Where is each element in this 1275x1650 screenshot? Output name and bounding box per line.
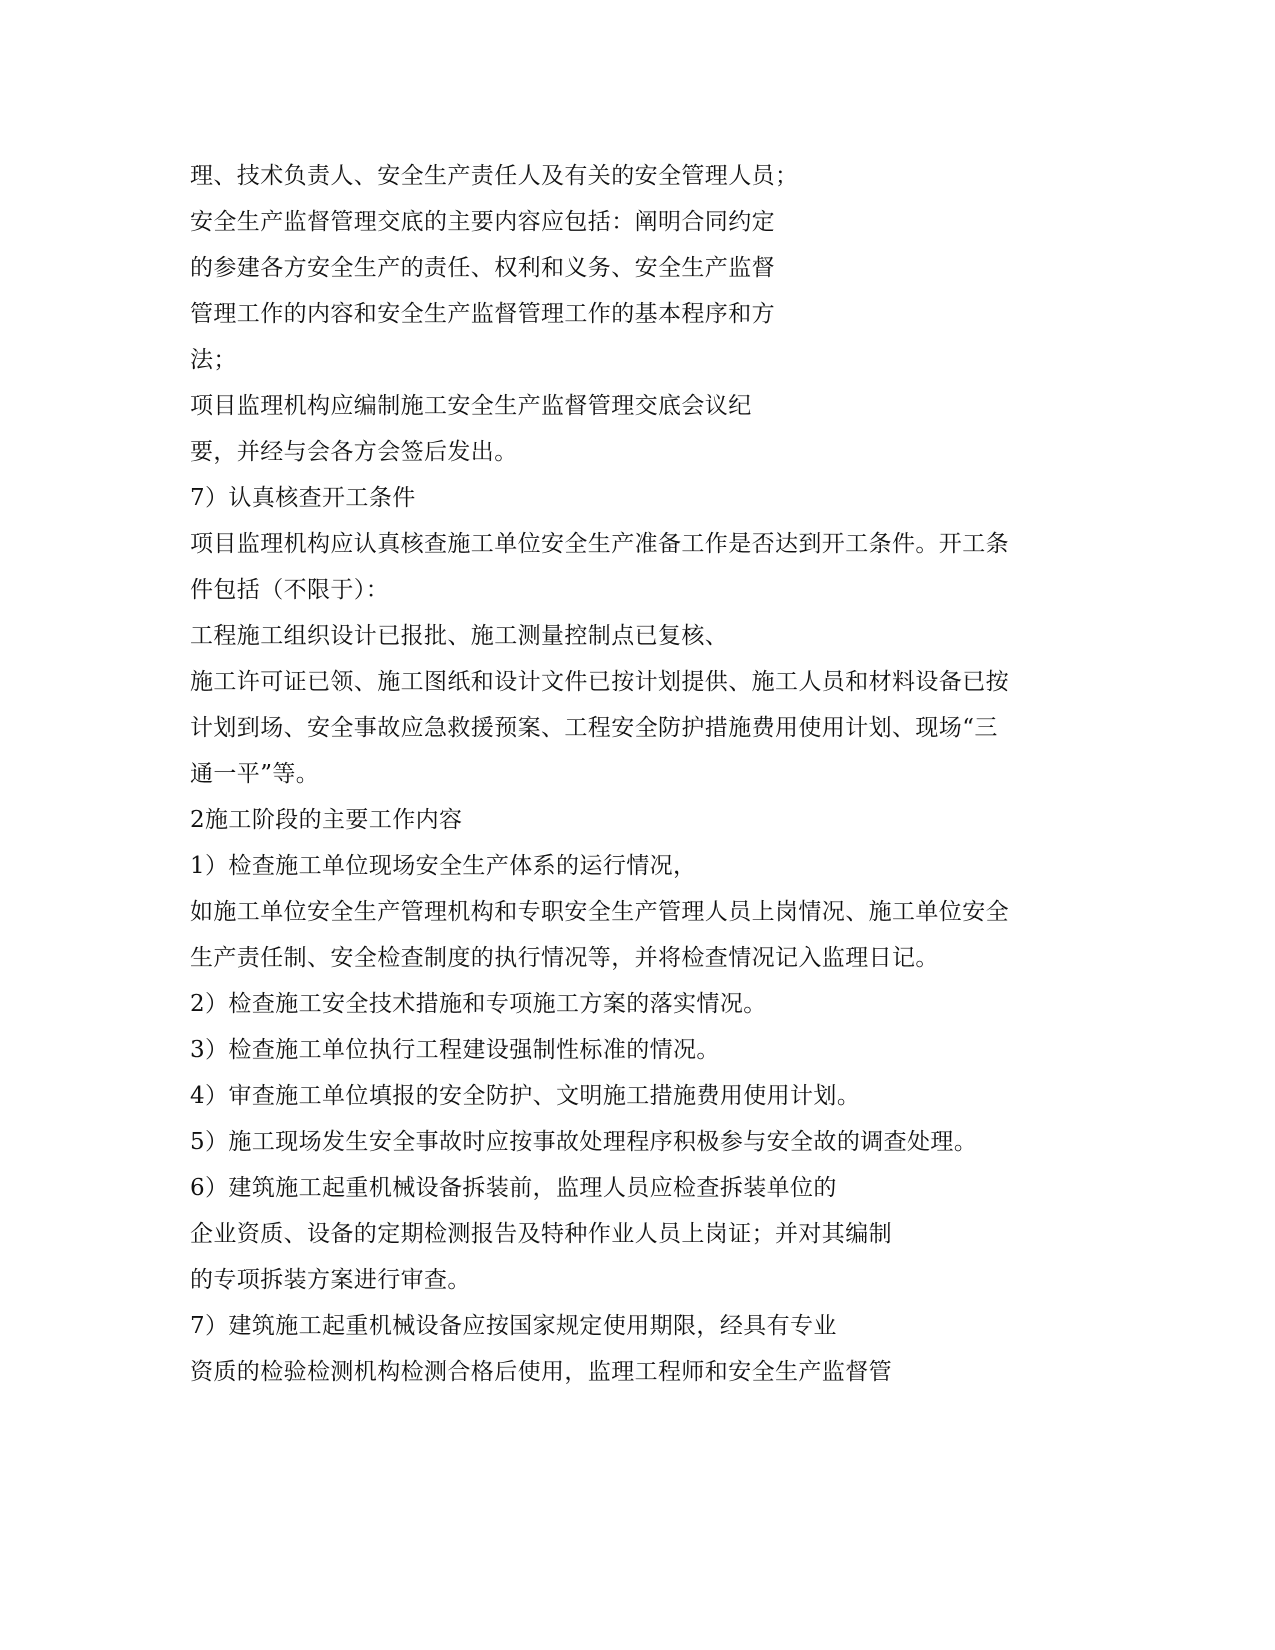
text-line: 通一平”等。 xyxy=(190,761,320,787)
text-line: 计划到场、安全事故应急救援预案、工程安全防护措施费用使用计划、现场“三 xyxy=(190,715,998,741)
list-item: 7）建筑施工起重机械设备应按国家规定使用期限，经具有专业 xyxy=(190,1313,837,1339)
text-line: 要，并经与会各方会签后发出。 xyxy=(190,439,518,465)
text-line: 管理工作的内容和安全生产监督管理工作的基本程序和方 xyxy=(190,301,775,327)
text-line: 件包括（不限于）： xyxy=(190,577,390,603)
text-line: 如施工单位安全生产管理机构和专职安全生产管理人员上岗情况、施工单位安全 xyxy=(190,899,1009,925)
text-line: 生产责任制、安全检查制度的执行情况等，并将检查情况记入监理日记。 xyxy=(190,945,939,971)
text-line: 的参建各方安全生产的责任、权利和义务、安全生产监督 xyxy=(190,255,775,281)
text-line: 项目监理机构应认真核查施工单位安全生产准备工作是否达到开工条件。开工条 xyxy=(190,531,1009,557)
list-item: 1）检查施工单位现场安全生产体系的运行情况， xyxy=(190,853,697,879)
list-item: 3）检查施工单位执行工程建设强制性标准的情况。 xyxy=(190,1037,720,1063)
text-line: 资质的检验检测机构检测合格后使用，监理工程师和安全生产监督管 xyxy=(190,1359,892,1385)
text-line: 施工许可证已领、施工图纸和设计文件已按计划提供、施工人员和材料设备已按 xyxy=(190,669,1009,695)
text-line: 的专项拆装方案进行审查。 xyxy=(190,1267,471,1293)
text-line: 项目监理机构应编制施工安全生产监督管理交底会议纪 xyxy=(190,393,752,419)
text-line: 法； xyxy=(190,347,237,373)
list-item: 5）施工现场发生安全事故时应按事故处理程序积极参与安全故的调查处理。 xyxy=(190,1129,978,1155)
list-item: 6）建筑施工起重机械设备拆装前，监理人员应检查拆装单位的 xyxy=(190,1175,837,1201)
section-heading: 2施工阶段的主要工作内容 xyxy=(190,807,463,833)
text-line: 安全生产监督管理交底的主要内容应包括：阐明合同约定 xyxy=(190,209,775,235)
text-line: 理、技术负责人、安全生产责任人及有关的安全管理人员； xyxy=(190,163,799,189)
list-item: 4）审查施工单位填报的安全防护、文明施工措施费用使用计划。 xyxy=(190,1083,861,1109)
list-item: 2）检查施工安全技术措施和专项施工方案的落实情况。 xyxy=(190,991,767,1017)
text-line: 工程施工组织设计已报批、施工测量控制点已复核、 xyxy=(190,623,729,649)
section-heading: 7）认真核查开工条件 xyxy=(190,485,416,511)
text-line: 企业资质、设备的定期检测报告及特种作业人员上岗证；并对其编制 xyxy=(190,1221,892,1247)
